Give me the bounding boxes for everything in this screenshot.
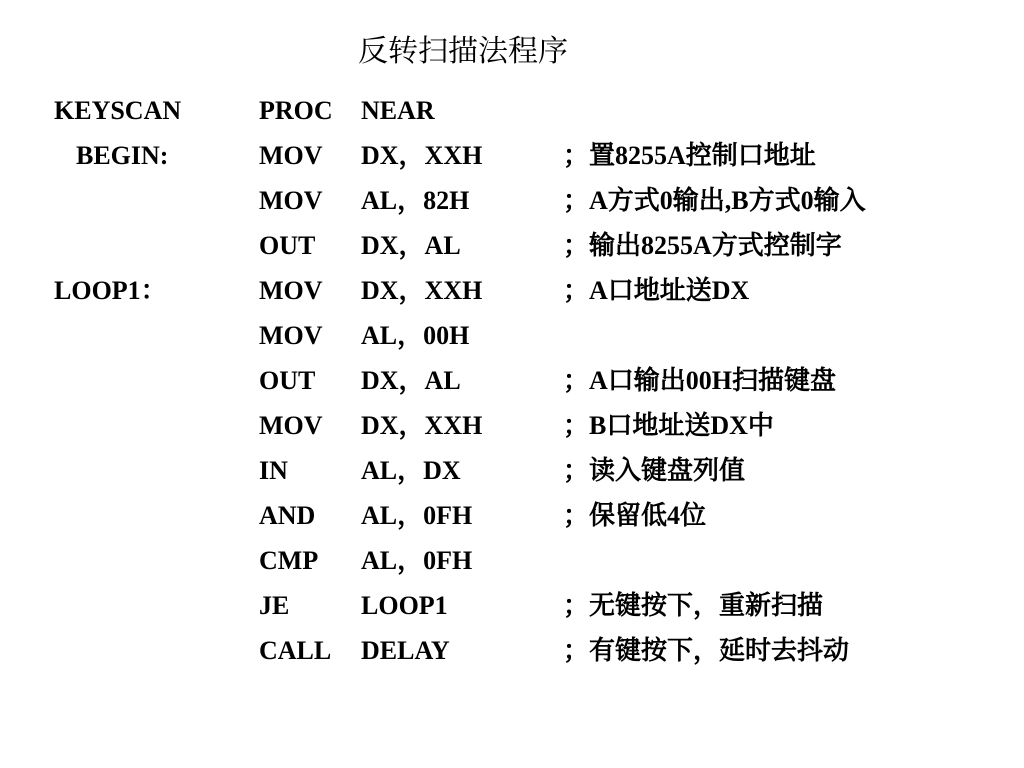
code-operand: AL，DX: [361, 456, 461, 485]
code-operand: DX，XXH: [361, 276, 483, 305]
code-comment: ；A方式0输出,B方式0输入: [563, 186, 866, 215]
code-line: [0, 268, 1024, 313]
code-line: [0, 493, 1024, 538]
code-comment: ；有键按下，延时去抖动: [563, 636, 850, 665]
code-operand: DX，XXH: [361, 411, 483, 440]
code-operand: AL，82H: [361, 186, 470, 215]
code-comment: ；A口地址送DX: [563, 276, 750, 305]
code-line: [0, 358, 1024, 403]
code-operand: DX，AL: [361, 366, 461, 395]
code-operand: DX，XXH: [361, 141, 483, 170]
code-comment: ；无键按下，重新扫描: [563, 591, 824, 620]
code-label: BEGIN:: [76, 141, 169, 170]
code-line: [0, 448, 1024, 493]
code-comment: ；A口输出00H扫描键盘: [563, 366, 837, 395]
code-comment: ；读入键盘列值: [563, 456, 746, 485]
code-opcode: PROC: [259, 96, 333, 125]
code-operand: DX，AL: [361, 231, 461, 260]
code-opcode: MOV: [259, 141, 323, 170]
code-opcode: MOV: [259, 276, 323, 305]
code-label: KEYSCAN: [54, 96, 182, 125]
code-line: [0, 133, 1024, 178]
code-comment: ；输出8255A方式控制字: [563, 231, 842, 260]
code-comment: ；保留低4位: [563, 501, 707, 530]
code-operand: AL，0FH: [361, 501, 473, 530]
code-opcode: CALL: [259, 636, 332, 665]
code-opcode: CMP: [259, 546, 319, 575]
code-comment: ；置8255A控制口地址: [563, 141, 816, 170]
code-opcode: MOV: [259, 411, 323, 440]
code-opcode: AND: [259, 501, 316, 530]
code-opcode: MOV: [259, 321, 323, 350]
code-opcode: OUT: [259, 366, 316, 395]
code-operand: AL，00H: [361, 321, 470, 350]
code-operand: DELAY: [361, 636, 450, 665]
code-opcode: OUT: [259, 231, 316, 260]
code-operand: AL，0FH: [361, 546, 473, 575]
code-label: LOOP1：: [54, 276, 167, 305]
code-line: [0, 538, 1024, 583]
code-line: [0, 583, 1024, 628]
code-comment: ；B口地址送DX中: [563, 411, 774, 440]
code-listing: [0, 88, 1024, 673]
code-line: [0, 403, 1024, 448]
code-line: [0, 223, 1024, 268]
code-line: [0, 178, 1024, 223]
code-line: [0, 628, 1024, 673]
slide-title: 反转扫描法程序: [358, 34, 568, 69]
code-opcode: MOV: [259, 186, 323, 215]
code-line: [0, 88, 1024, 133]
code-opcode: JE: [259, 591, 290, 620]
code-line: [0, 313, 1024, 358]
code-operand: NEAR: [361, 96, 435, 125]
code-operand: LOOP1: [361, 591, 448, 620]
code-opcode: IN: [259, 456, 288, 485]
